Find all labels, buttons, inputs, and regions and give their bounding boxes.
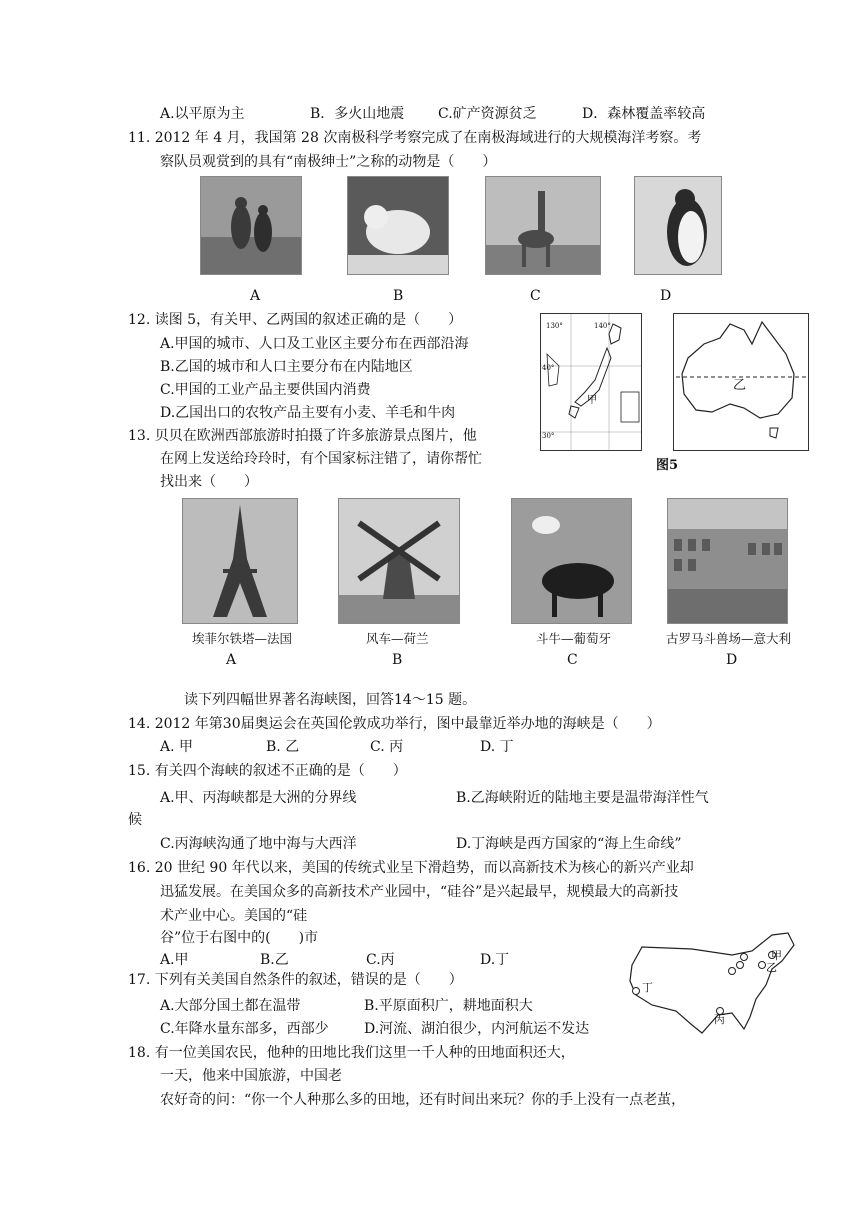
q13-stem-line1: 13. 贝贝在欧洲西部旅游时拍摄了许多旅游景点图片，他 [128,428,477,444]
q10-option-c: C.矿产资源贫乏 [438,106,537,122]
q13-label-d: D [726,652,738,668]
q17-stem [128,970,463,990]
japan-map-lat-30: 30° [542,432,555,440]
q18-stem-line1: 18. 有一位美国农民，他种的田地比我们这里一千人种的田地面积还大， [128,1045,575,1061]
q15-option-c: C.丙海峡沟通了地中海与大西洋 [160,836,357,852]
q13-caption-a: 埃菲尔铁塔—法国 [192,631,293,646]
usa-map-label-ding: 丁 [642,981,653,994]
q10-option-b: B．多火山地震 [310,106,405,122]
q16-stem-line4: 谷”位于右图中的( )市 [160,930,319,946]
q15-stem [128,761,407,781]
q11-stem-line2: 察队员观赏到的具有“南极绅士”之称的动物是（ ） [160,154,497,170]
q12-stem: 12. 读图 5，有关甲、乙两国的叙述正确的是（ ） [128,312,463,328]
q14-option-c: C. 丙 [370,739,404,755]
q13-label-a: A [226,652,237,668]
q18-stem-line3: 农好奇的问：“你一个人种那么多的田地，还有时间出来玩？你的手上没有一点老茧， [160,1092,686,1108]
q17-option-a: A.大部分国土都在温带 [160,998,301,1014]
q16-option-c: C.丙 [366,952,395,968]
q11-label-c: C [530,288,541,304]
q17-option-b: B.平原面积广，耕地面积大 [364,998,533,1014]
strait-intro: 读下列四幅世界著名海峡图，回答14～15 题。 [184,692,477,708]
q15-option-d: D.丁海峡是西方国家的“海上生命线” [456,836,682,852]
q13-stem-line2: 在网上发送给玲玲时，有个国家标注错了，请你帮忙 [160,451,482,467]
q15-stem-emphasis: 不正确 [280,763,323,779]
q14-option-a: A. 甲 [160,739,194,755]
japan-map-lon-130: 130° [546,322,563,330]
q16-option-d: D.丁 [480,952,510,968]
colosseum-photo [667,498,788,624]
q13-caption-d: 古罗马斗兽场—意大利 [666,631,792,646]
q13-caption-b: 风车—荷兰 [366,631,429,646]
q15-option-b-continued: 候 [128,812,142,828]
q16-option-b: B.乙 [260,952,289,968]
usa-map-label-yi: 乙 [766,961,777,974]
q15-stem-post: 的是（ ） [322,763,407,779]
figure-5-label: 图5 [656,458,679,473]
q11-stem-line1: 11. 2012 年 4 月，我国第 28 次南极科学考察完成了在南极海域进行的大规模海洋考察。考 [128,130,702,146]
kangaroo-photo [200,176,302,275]
q16-stem-line3: 术产业中心。美国的“硅 [160,908,308,924]
q16-option-a: A.甲 [160,952,189,968]
eiffel-tower-photo [182,498,298,624]
q12-option-b: B.乙国的城市和人口主要分布在内陆地区 [160,359,413,375]
q14-stem: 14. 2012 年第30届奥运会在英国伦敦成功举行，图中最靠近举办地的海峡是（ ） [128,716,661,732]
polar-bear-photo [347,176,449,275]
usa-map-label-bing: 丙 [714,1013,725,1026]
q15-option-a: A.甲、丙海峡都是大洲的分界线 [160,790,357,806]
q12-option-c: C.甲国的工业产品主要供国内消费 [160,382,371,398]
q18-stem-line2: 一天，他来中国旅游，中国老 [160,1068,342,1084]
q15-option-b: B.乙海峡附近的陆地主要是温带海洋性气 [456,790,709,806]
q16-stem-line1: 16. 20 世纪 90 年代以来，美国的传统式业呈下滑趋势，而以高新技术为核心的新兴产业却 [128,860,694,876]
q12-option-a: A.甲国的城市、人口及工业区主要分布在西部沿海 [160,336,469,352]
q17-option-c: C.年降水量东部多，西部少 [160,1021,329,1037]
q14-option-b: B. 乙 [266,739,300,755]
q13-stem-line3: 找出来（ ） [160,474,258,490]
q15-stem-pre: 15. 有关四个海峡的叙述 [128,763,281,779]
q11-label-b: B [393,288,404,304]
q13-caption-c: 斗牛—葡萄牙 [536,631,612,646]
q14-option-d: D. 丁 [480,739,514,755]
bullfight-photo [511,498,632,624]
penguin-photo [634,176,722,275]
q13-label-c: C [567,652,578,668]
q17-stem-pre: 17. 下列有关美国自然条件的叙述， [128,972,351,988]
q11-label-a: A [250,288,261,304]
japan-map-lon-140: 140° [594,322,611,330]
giraffe-photo [485,176,601,275]
australia-map-label: 乙 [733,378,747,393]
usa-map-label-jia: 甲 [771,949,782,962]
japan-map-lat-40: 40° [542,364,555,372]
q13-label-b: B [392,652,403,668]
windmill-photo [338,498,460,624]
q17-stem-post: 的是（ ） [378,972,463,988]
japan-map-label: 甲 [587,395,597,406]
q16-stem-line2: 迅猛发展。在美国众多的高新技术产业园中，“硅谷”是兴起最早，规模最大的高新技 [160,884,679,900]
q12-option-d: D.乙国出口的农牧产品主要有小麦、羊毛和牛肉 [160,405,456,421]
q17-option-d: D.河流、湖泊很少，内河航运不发达 [364,1021,590,1037]
q17-stem-emphasis: 错误 [350,972,379,988]
q11-label-d: D [660,288,672,304]
q10-option-d: D．森林覆盖率较高 [582,106,706,122]
q10-option-a: A.以平原为主 [160,106,245,122]
